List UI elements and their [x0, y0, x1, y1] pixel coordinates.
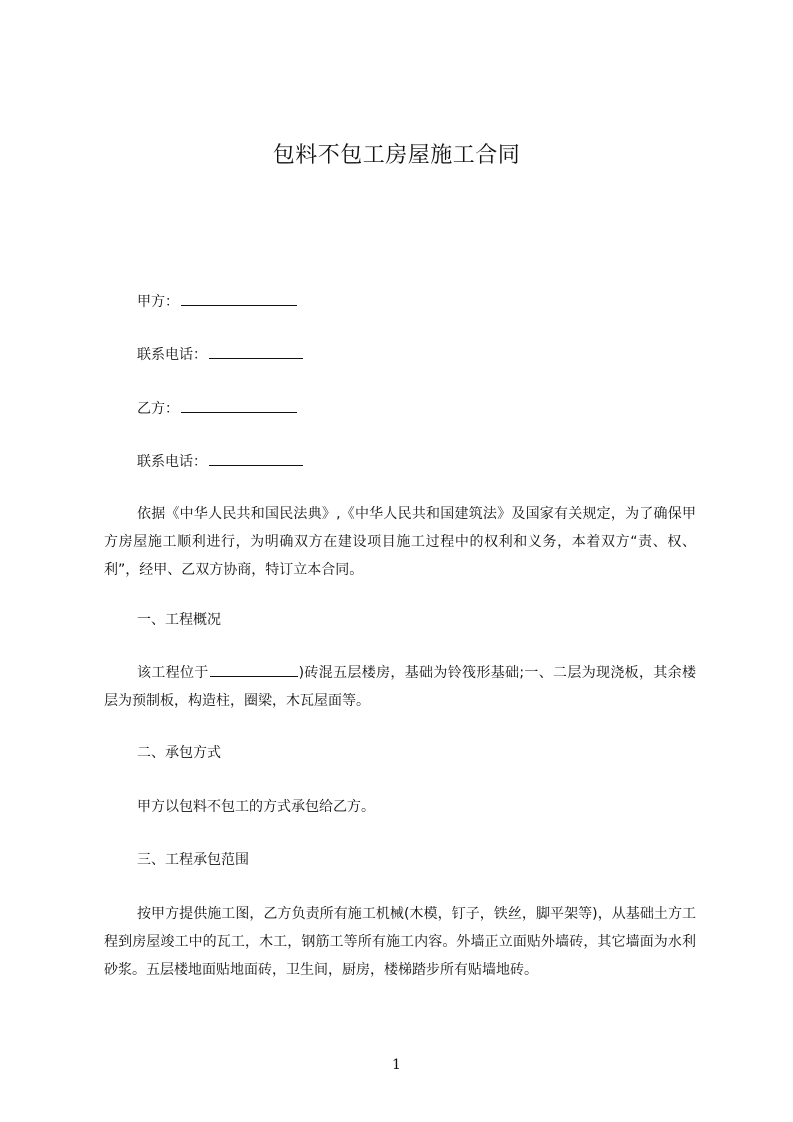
party-b-phone-blank: [209, 451, 303, 466]
intro-paragraph: 依据《中华人民共和国民法典》,《中华人民共和国建筑法》及国家有关规定，为了确保甲方房屋施工顺利进行，为明确双方在建设项目施工过程中的权利和义务，本着双方“责、权、利”，经甲、乙双方协商，特订立本合同。: [104, 506, 696, 578]
party-a-phone-label: 联系电话：: [137, 347, 207, 363]
party-b-line: [137, 398, 297, 419]
party-b-phone-line: [137, 451, 303, 472]
party-a-blank: [181, 291, 297, 306]
party-a-label: 甲方：: [137, 294, 179, 310]
section-3-heading: 三、工程承包范围: [137, 852, 249, 868]
page-number: 1: [392, 1057, 401, 1073]
party-b-phone-label: 联系电话：: [137, 454, 207, 470]
party-a-phone-blank: [209, 344, 303, 359]
section-2-body: 甲方以包料不包工的方式承包给乙方。: [137, 799, 375, 815]
party-a-phone-line: [137, 344, 303, 365]
party-a-line: [137, 291, 297, 312]
section-2-heading: 二、承包方式: [137, 745, 221, 761]
location-blank: [210, 662, 298, 677]
document-title: 包料不包工房屋施工合同: [272, 143, 521, 168]
section-3-paragraph: 按甲方提供施工图，乙方负责所有施工机械(木模，钉子，铁丝，脚平架等)，从基础土方工程到房屋竣工中的瓦工，木工，钢筋工等所有施工内容。外墙正立面贴外墙砖，其它墙面为水利砂浆。五层楼地面贴地面砖，卫生间，厨房，楼梯踏步所有贴墙地砖。: [104, 906, 696, 978]
party-b-blank: [181, 398, 297, 413]
party-b-label: 乙方：: [137, 401, 179, 417]
section-1-heading: 一、工程概况: [137, 612, 221, 628]
section-1-suffix: )砖混五层楼房，基础为铃筏形基础;一、二层为现浇板，其余楼层为预制板，构造柱，圈梁，木瓦屋面等。: [104, 665, 696, 709]
section-1-prefix: 该工程位于: [137, 665, 209, 681]
section-1-paragraph: [104, 659, 696, 715]
